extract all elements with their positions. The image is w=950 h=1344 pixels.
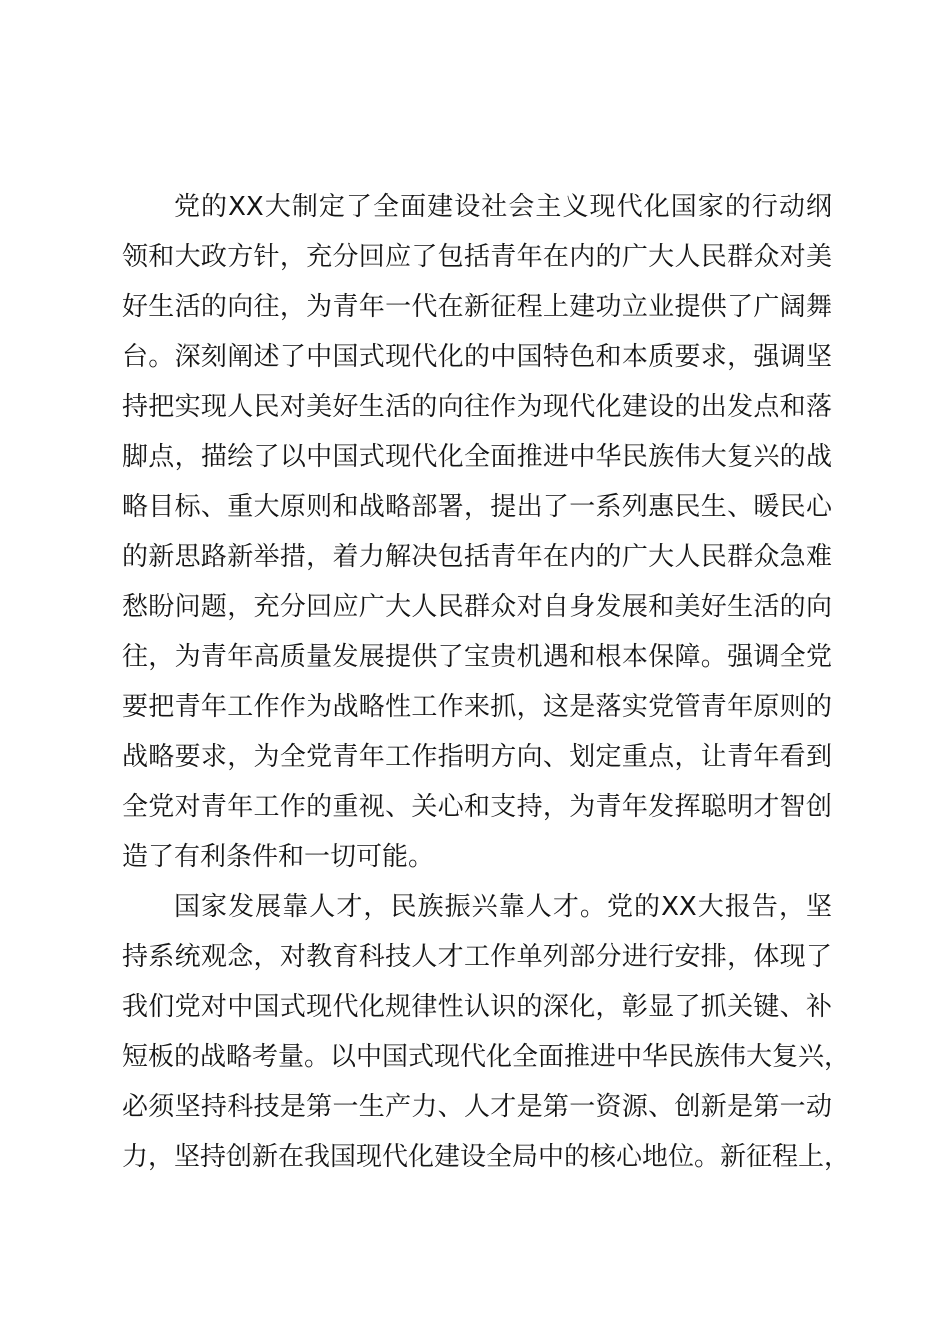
- text-line: 的新思路新举措，着力解决包括青年在内的广大人民群众急难: [122, 542, 832, 572]
- text-line: 台。深刻阐述了中国式现代化的中国特色和本质要求，强调坚: [122, 342, 832, 372]
- text-line: 战略要求，为全党青年工作指明方向、划定重点，让青年看到: [122, 742, 832, 772]
- text-line: 往，为青年高质量发展提供了宝贵机遇和根本保障。强调全党: [122, 642, 832, 672]
- text-line: 短板的战略考量。以中国式现代化全面推进中华民族伟大复兴，: [122, 1042, 851, 1072]
- text-line: 必须坚持科技是第一生产力、人才是第一资源、创新是第一动: [122, 1092, 832, 1122]
- text-line: 我们党对中国式现代化规律性认识的深化，彰显了抓关键、补: [122, 992, 832, 1022]
- text-line: 略目标、重大原则和战略部署，提出了一系列惠民生、暖民心: [122, 492, 832, 522]
- text-line: 国家发展靠人才，民族振兴靠人才。党的XX大报告，坚: [174, 892, 832, 922]
- text-line: 持把实现人民对美好生活的向往作为现代化建设的出发点和落: [122, 392, 832, 422]
- text-line: 要把青年工作作为战略性工作来抓，这是落实党管青年原则的: [122, 692, 832, 722]
- text-line: 造了有利条件和一切可能。: [122, 842, 435, 872]
- text-line: 全党对青年工作的重视、关心和支持，为青年发挥聪明才智创: [122, 792, 832, 822]
- text-line: 持系统观念，对教育科技人才工作单列部分进行安排，体现了: [122, 942, 832, 972]
- text-line: 脚点，描绘了以中国式现代化全面推进中华民族伟大复兴的战: [122, 442, 832, 472]
- text-line: 好生活的向往，为青年一代在新征程上建功立业提供了广阔舞: [122, 292, 832, 322]
- text-line: 领和大政方针，充分回应了包括青年在内的广大人民群众对美: [122, 242, 832, 272]
- text-line: 党的XX大制定了全面建设社会主义现代化国家的行动纲: [174, 192, 832, 222]
- text-line: 力，坚持创新在我国现代化建设全局中的核心地位。新征程上，: [122, 1142, 851, 1172]
- text-line: 愁盼问题，充分回应广大人民群众对自身发展和美好生活的向: [122, 592, 832, 622]
